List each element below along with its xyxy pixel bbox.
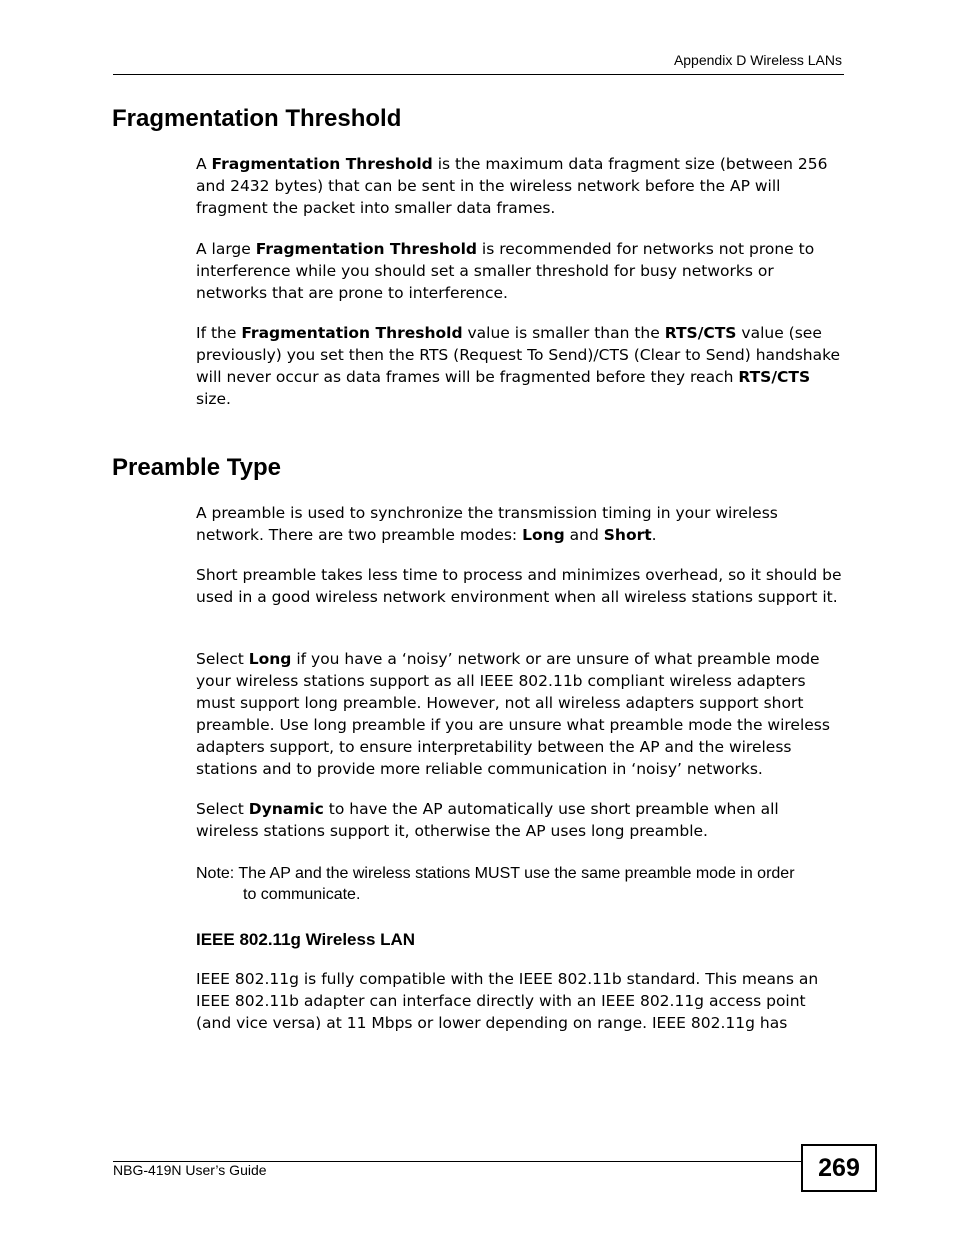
fragmentation-paragraph-1: A Fragmentation Threshold is the maximum data fragment size (between 256 and 2432 bytes) that can be sent in the wireless network before the AP will fragment the packet into smaller data frames.	[196, 155, 828, 217]
ieee-paragraph-1: IEEE 802.11g is fully compatible with the IEEE 802.11b standard. This means an IEEE 802.11b adapter can interface directly with an IEEE 802.11g access point (and vice versa) at 11 Mbps or lower depending on range. IEEE 802.11g has	[196, 970, 819, 1032]
running-header: Appendix D Wireless LANs	[673, 52, 842, 68]
note-line-2: to communicate.	[243, 886, 361, 903]
header-divider	[113, 74, 844, 75]
preamble-paragraph-2: Short preamble takes less time to process and minimizes overhead, so it should be used in a good wireless network environment when all wireless stations support it.	[196, 566, 842, 606]
preamble-heading: Preamble Type	[112, 454, 281, 481]
ieee-heading: IEEE 802.11g Wireless LAN	[196, 930, 416, 949]
fragmentation-heading: Fragmentation Threshold	[112, 105, 402, 132]
fragmentation-paragraph-3: If the Fragmentation Threshold value is smaller than the RTS/CTS value (see previously) you set then the RTS (Request To Send)/CTS (Clear to Send) handshake will never occur as data frames will be fragmented before they reach RTS/CTS size.	[196, 324, 841, 408]
preamble-paragraph-4: Select Dynamic to have the AP automatically use short preamble when all wireless stations support it, otherwise the AP uses long preamble.	[196, 800, 779, 840]
preamble-paragraph-1: A preamble is used to synchronize the transmission timing in your wireless network. There are two preamble modes: Long and Short.	[196, 504, 778, 544]
footer-guide-title: NBG-419N User’s Guide	[113, 1162, 267, 1178]
note-line-1: Note: The AP and the wireless stations MUST use the same preamble mode in order	[196, 865, 795, 882]
preamble-paragraph-3: Select Long if you have a ‘noisy’ network or are unsure of what preamble mode your wireless stations support as all IEEE 802.11b compliant wireless adapters must support long preamble. However, not all wireless adapters support short preamble. Use long preamble if you are unsure what preamble mode the wireless adapters support, to ensure interpretability between the AP and the wireless stations and to provide more reliable communication in ‘noisy’ networks.	[196, 650, 830, 778]
page-number: 269	[801, 1144, 877, 1192]
preamble-note	[196, 863, 844, 905]
fragmentation-paragraph-2: A large Fragmentation Threshold is recommended for networks not prone to interference while you should set a smaller threshold for busy networks or networks that are prone to interference.	[196, 240, 815, 302]
